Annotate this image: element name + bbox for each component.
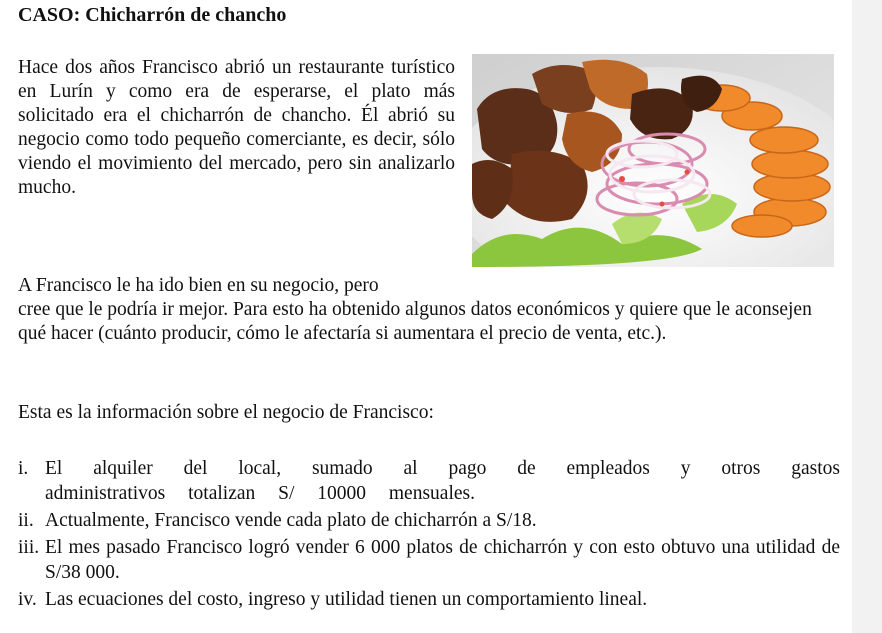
title-separator: :: [73, 4, 86, 26]
paragraph-goals-line1: A Francisco le ha ido bien en su negocio, pero: [18, 275, 379, 296]
paragraph-goals: [18, 274, 840, 346]
list-item-number: i.: [18, 458, 29, 479]
list-item-number: iv.: [18, 589, 37, 610]
list-item-text: El mes pasado Francisco logró vender 6 000 platos de chicharrón y con esto obtuvo una utilidad de S/38 000.: [45, 537, 840, 583]
list-item-text: Las ecuaciones del costo, ingreso y utilidad tienen un comportamiento lineal.: [45, 589, 648, 610]
right-margin-strip: [852, 0, 882, 633]
list-item: [18, 587, 840, 612]
info-list: [18, 456, 840, 614]
case-label: CASO: [18, 4, 74, 26]
list-item: [18, 508, 840, 533]
case-name: Chicharrón de chancho: [85, 4, 287, 26]
dish-illustration: [472, 54, 834, 267]
list-item: [18, 456, 840, 506]
list-item-number: ii.: [18, 510, 34, 531]
paragraph-info-intro: Esta es la información sobre el negocio de Francisco:: [18, 402, 434, 423]
paragraph-goals-rest: cree que le podría ir mejor. Para esto ha obtenido algunos datos económicos y quiere que le aconsejen qué hacer (cuánto producir, cómo le afectaría si aumentara el precio de venta, etc.).: [18, 299, 812, 344]
list-item-text: El alquiler del local, sumado al pago de empleados y otros gastos administrativos totalizan S/ 10000 mensuales.: [45, 458, 840, 504]
case-title: [18, 4, 286, 26]
list-item: [18, 535, 840, 585]
list-item-text: Actualmente, Francisco vende cada plato de chicharrón a S/18.: [45, 510, 537, 531]
chicharron-photo: [472, 54, 834, 267]
intro-paragraph: Hace dos años Francisco abrió un restaurante turístico en Lurín y como era de esperarse, el plato más solicitado era el chicharrón de chancho. Él abrió su negocio como todo pequeño comerciante, es decir, sólo viendo el movimiento del mercado, pero sin analizarlo mucho.: [18, 57, 455, 198]
list-item-number: iii.: [18, 537, 40, 558]
